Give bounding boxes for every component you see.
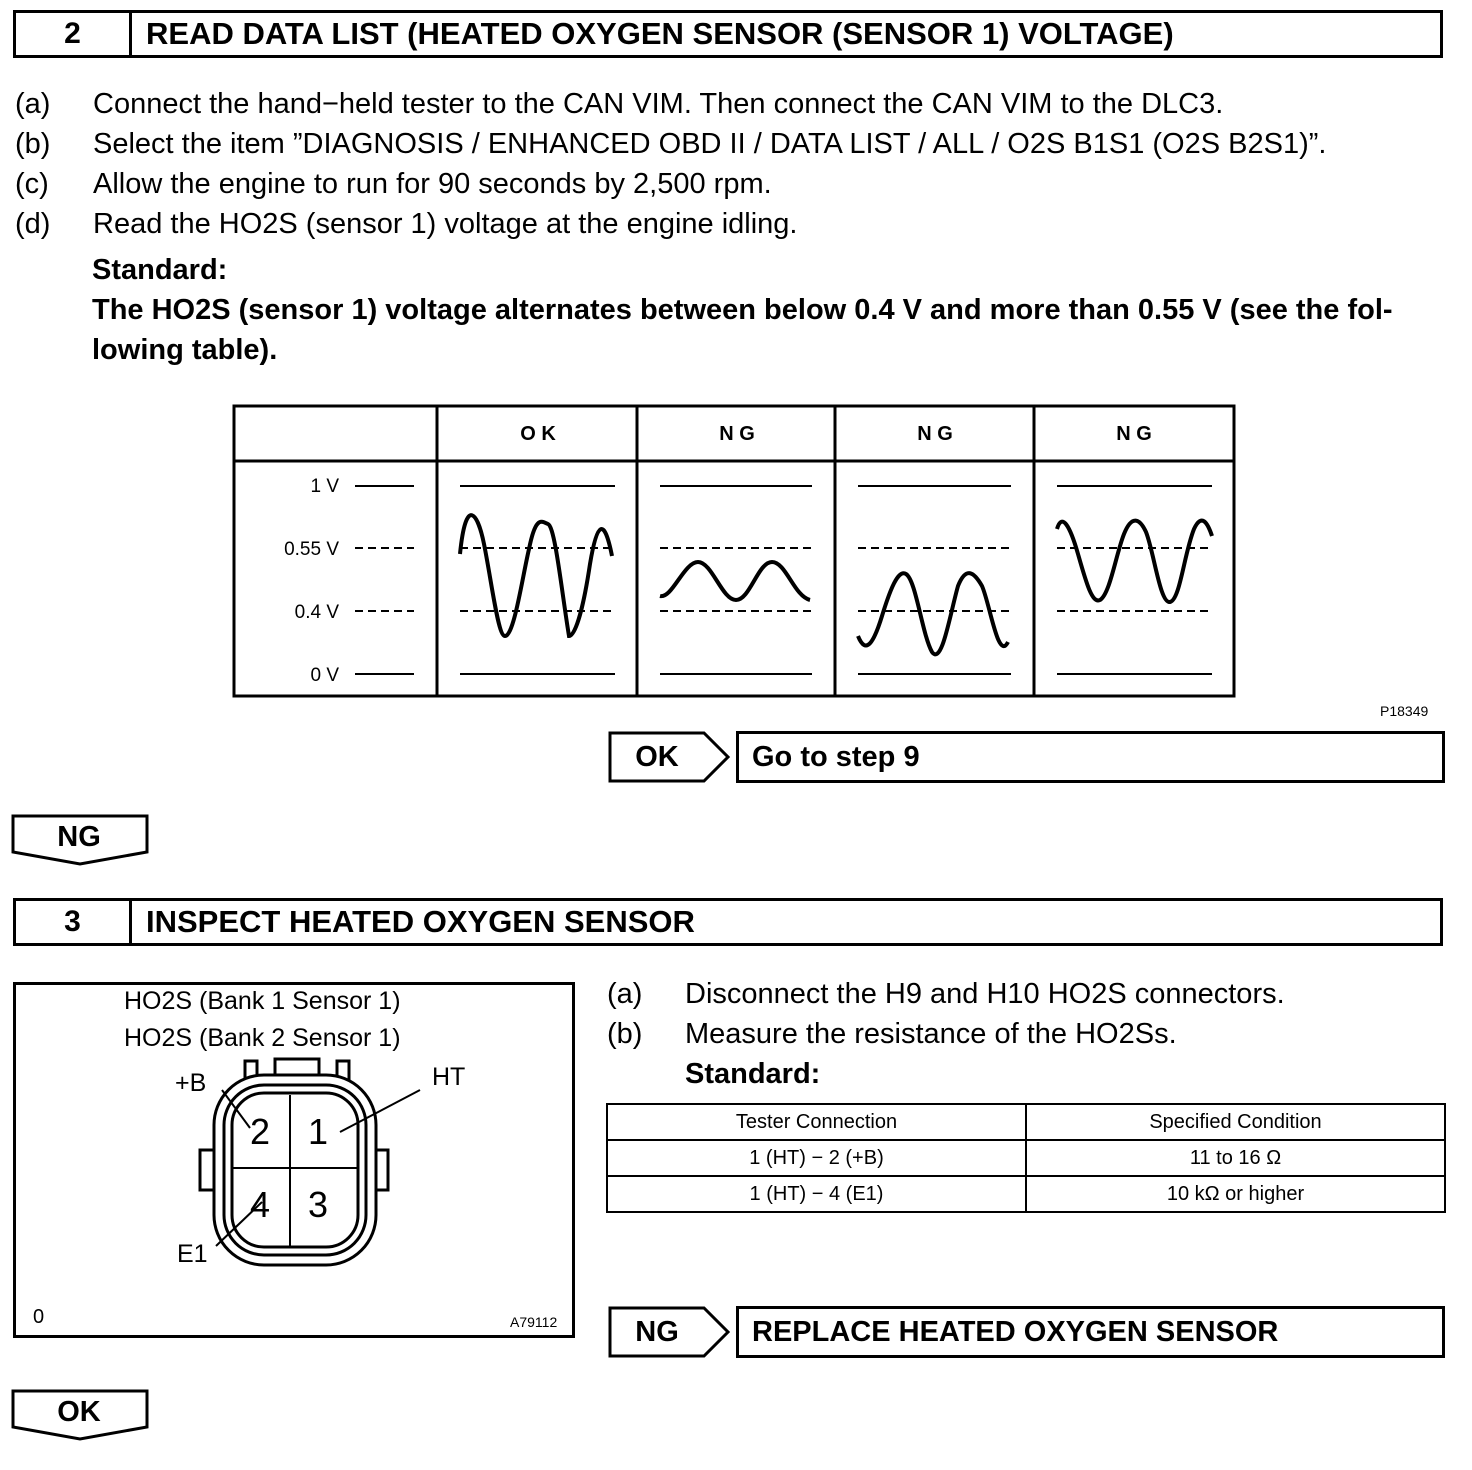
standard-label: Standard: bbox=[92, 254, 228, 286]
waveform-table bbox=[232, 404, 1238, 700]
step-2-header bbox=[13, 10, 1443, 58]
label-plus-b: +B bbox=[175, 1069, 207, 1097]
reference-lines bbox=[355, 486, 1212, 674]
table-cell: 10 kΩ or higher bbox=[1026, 1176, 1445, 1212]
voltage-label-1v: 1 V bbox=[310, 476, 339, 497]
step-number: 2 bbox=[16, 13, 132, 55]
voltage-label-055v: 0.55 V bbox=[284, 539, 339, 560]
label-ht: HT bbox=[432, 1063, 466, 1091]
step-title: INSPECT HEATED OXYGEN SENSOR bbox=[146, 904, 695, 939]
figure-code: P18349 bbox=[1380, 703, 1429, 719]
corner-mark: 0 bbox=[33, 1306, 45, 1328]
ng-label: NG bbox=[57, 820, 101, 853]
table-cell: 11 to 16 Ω bbox=[1026, 1140, 1445, 1176]
pin-2: 2 bbox=[250, 1111, 271, 1152]
instruction-letter: (a) bbox=[15, 88, 51, 120]
ok-label: OK bbox=[57, 1395, 101, 1428]
standard-line-2: lowing table). bbox=[92, 334, 278, 366]
go-to-step-9[interactable]: Go to step 9 bbox=[736, 731, 1445, 783]
standard-label: Standard: bbox=[685, 1058, 821, 1090]
table-row bbox=[607, 1176, 1445, 1212]
standard-line-1: The HO2S (sensor 1) voltage alternates between below 0.4 V and more than 0.55 V (see the fol- bbox=[92, 294, 1393, 326]
instruction-text: Measure the resistance of the HO2Ss. bbox=[685, 1018, 1177, 1050]
instruction-text: Connect the hand−held tester to the CAN VIM. Then connect the CAN VIM to the DLC3. bbox=[93, 88, 1224, 120]
spec-table bbox=[606, 1103, 1446, 1213]
ng-label: NG bbox=[635, 1315, 679, 1348]
pin-3: 3 bbox=[308, 1184, 329, 1225]
table-header: Tester Connection bbox=[607, 1104, 1026, 1140]
column-header-ng: N G bbox=[917, 423, 953, 445]
leader-lines bbox=[180, 1060, 440, 1280]
replace-sensor[interactable]: REPLACE HEATED OXYGEN SENSOR bbox=[736, 1306, 1445, 1358]
column-header-ok: O K bbox=[520, 423, 556, 445]
connector-title-2: HO2S (Bank 2 Sensor 1) bbox=[124, 1024, 401, 1052]
instruction-letter: (b) bbox=[15, 128, 51, 160]
instruction-text: Allow the engine to run for 90 seconds by 2,500 rpm. bbox=[93, 168, 772, 200]
voltage-label-0v: 0 V bbox=[310, 665, 339, 686]
pin-4: 4 bbox=[250, 1184, 271, 1225]
connector-title-1: HO2S (Bank 1 Sensor 1) bbox=[124, 987, 401, 1015]
pin-1: 1 bbox=[308, 1111, 329, 1152]
waveform-ng-low-amplitude bbox=[660, 562, 810, 600]
instruction-letter: (b) bbox=[607, 1018, 643, 1050]
table-cell: 1 (HT) − 2 (+B) bbox=[607, 1140, 1026, 1176]
instruction-letter: (c) bbox=[15, 168, 49, 200]
voltage-label-04v: 0.4 V bbox=[294, 602, 339, 623]
standard-block bbox=[92, 250, 1452, 370]
table-row bbox=[607, 1140, 1445, 1176]
instruction-text: Select the item ”DIAGNOSIS / ENHANCED OBD II / DATA LIST / ALL / O2S B1S1 (O2S B2S1)”. bbox=[93, 128, 1327, 160]
waveform-ng-low-bias bbox=[858, 573, 1008, 654]
column-header-ng: N G bbox=[719, 423, 755, 445]
table-header: Specified Condition bbox=[1026, 1104, 1445, 1140]
waveform-ok bbox=[460, 515, 612, 636]
table-cell: 1 (HT) − 4 (E1) bbox=[607, 1176, 1026, 1212]
instruction-letter: (d) bbox=[15, 208, 51, 240]
instruction-text: Disconnect the H9 and H10 HO2S connectors. bbox=[685, 978, 1285, 1010]
column-header-ng: N G bbox=[1116, 423, 1152, 445]
instruction-text: Read the HO2S (sensor 1) voltage at the engine idling. bbox=[93, 208, 798, 240]
figure-code: A79112 bbox=[510, 1314, 558, 1330]
waveform-ng-high-bias bbox=[1057, 521, 1212, 602]
label-e1: E1 bbox=[177, 1240, 208, 1268]
step-number: 3 bbox=[16, 901, 132, 943]
instruction-letter: (a) bbox=[607, 978, 643, 1010]
step-3-header bbox=[13, 898, 1443, 946]
step-title: READ DATA LIST (HEATED OXYGEN SENSOR (SENSOR 1) VOLTAGE) bbox=[146, 16, 1174, 51]
ok-label: OK bbox=[635, 740, 679, 773]
table-header-row bbox=[607, 1104, 1445, 1140]
